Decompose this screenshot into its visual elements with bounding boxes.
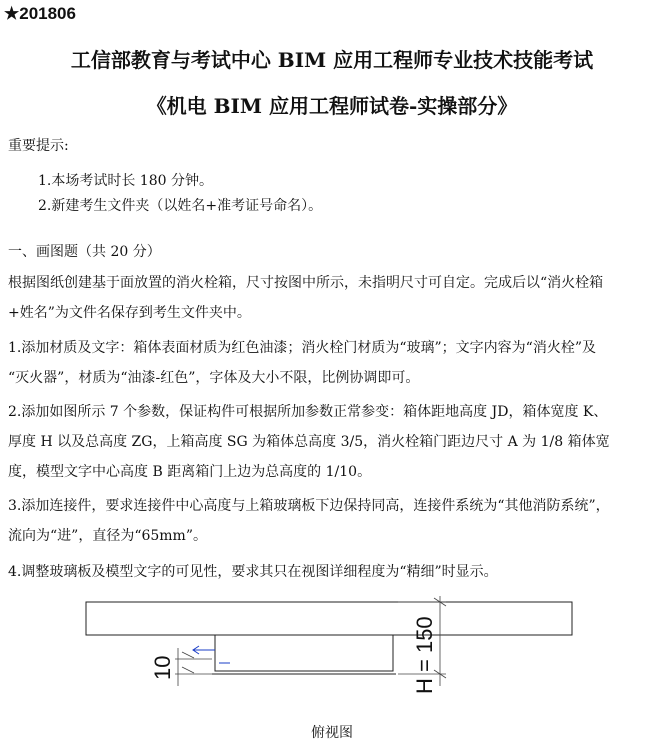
- box-top-outline: [86, 602, 572, 635]
- section-heading: 一、画图题（共 20 分）: [8, 244, 161, 260]
- question-3-line: 3.添加连接件，要求连接件中心高度与上箱玻璃板下边保持同高，连接件系统为“其他消防系统”，: [8, 498, 610, 514]
- notice-heading: 重要提示:: [8, 138, 69, 154]
- question-2-line: 厚度 H 以及总高度 ZG，上箱高度 SG 为箱体总高度 3/5，消火栓箱门距边尺寸 A 为 1/8 箱体宽: [8, 434, 610, 450]
- top-view-drawing: [0, 590, 664, 700]
- question-4-line: 4.调整玻璃板及模型文字的可见性，要求其只在视图详细程度为“精细”时显示。: [8, 564, 498, 580]
- question-1-line: 1.添加材质及文字：箱体表面材质为红色油漆；消火栓门材质为“玻璃”；文字内容为“消火栓”及: [8, 340, 596, 356]
- question-2-line: 度，模型文字中心高度 B 距离箱门上边为总高度的 1/10。: [8, 464, 372, 480]
- intro-line: 根据图纸创建基于面放置的消火栓箱，尺寸按图中所示，未指明尺寸可自定。完成后以“消火栓箱: [8, 275, 604, 291]
- notice-item: 1.本场考试时长 180 分钟。: [38, 173, 213, 189]
- exam-code: ★201806: [4, 4, 76, 23]
- question-3-line: 流向为“进”，直径为“65mm”。: [8, 528, 207, 544]
- figure-caption: 俯视图: [311, 725, 353, 741]
- exam-title: 工信部教育与考试中心 BIM 应用工程师专业技术技能考试: [70, 48, 594, 72]
- notice-item: 2.新建考生文件夹（以姓名+准考证号命名）。: [38, 198, 323, 214]
- box-lower-outline: [215, 635, 393, 671]
- paper-title: 《机电 BIM 应用工程师试卷-实操部分》: [146, 94, 518, 118]
- dim-label-left: 10: [150, 655, 175, 680]
- intro-line: +姓名”为文件名保存到考生文件夹中。: [8, 305, 251, 321]
- dim-label-right: H = 150: [412, 616, 437, 694]
- question-2-line: 2.添加如图所示 7 个参数，保证构件可根据所加参数正常参变：箱体距地高度 JD，箱体宽度 K、: [8, 404, 608, 420]
- question-1-line: “灭火器”，材质为“油漆-红色”，字体及大小不限，比例协调即可。: [8, 370, 420, 386]
